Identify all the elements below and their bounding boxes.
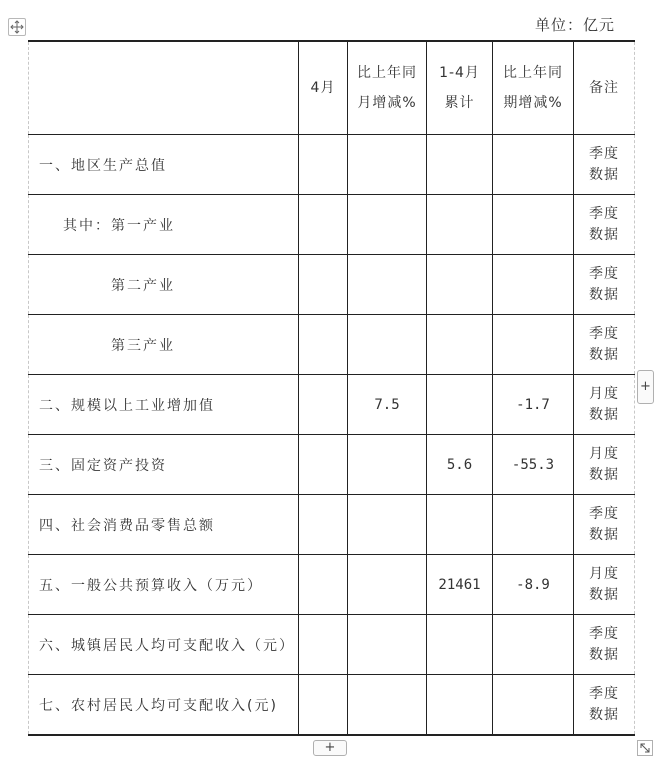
table-header-row — [29, 41, 635, 135]
cell-note[interactable]: 季度 数据 — [574, 495, 635, 555]
cell-yoy-month[interactable] — [348, 135, 427, 195]
cell-note[interactable]: 季度 数据 — [574, 255, 635, 315]
row-label[interactable]: 四、社会消费品零售总额 — [29, 495, 299, 555]
table-row — [29, 315, 635, 375]
header-note[interactable]: 备注 — [574, 41, 635, 135]
cell-note[interactable]: 季度 数据 — [574, 135, 635, 195]
cell-yoy-month[interactable] — [348, 435, 427, 495]
cell-yoy-period[interactable]: -1.7 — [493, 375, 574, 435]
cell-yoy-month[interactable]: 7.5 — [348, 375, 427, 435]
row-label[interactable]: 三、固定资产投资 — [29, 435, 299, 495]
cell-yoy-month[interactable] — [348, 255, 427, 315]
cell-yoy-period[interactable] — [493, 135, 574, 195]
statistics-table — [28, 40, 635, 736]
add-column-button[interactable]: + — [637, 370, 654, 404]
header-cumulative[interactable]: 1-4月 累计 — [427, 41, 493, 135]
cell-cumulative[interactable]: 21461 — [427, 555, 493, 615]
cell-cumulative[interactable] — [427, 135, 493, 195]
cell-april[interactable] — [299, 135, 348, 195]
cell-yoy-month[interactable] — [348, 195, 427, 255]
table-row — [29, 195, 635, 255]
cell-yoy-period[interactable] — [493, 315, 574, 375]
cell-yoy-period[interactable]: -55.3 — [493, 435, 574, 495]
cell-yoy-month[interactable] — [348, 555, 427, 615]
cell-cumulative[interactable] — [427, 375, 493, 435]
cell-yoy-month[interactable] — [348, 675, 427, 736]
cell-yoy-month[interactable] — [348, 615, 427, 675]
cell-april[interactable] — [299, 315, 348, 375]
table-row — [29, 555, 635, 615]
cell-yoy-month[interactable] — [348, 495, 427, 555]
table-row — [29, 375, 635, 435]
cell-yoy-period[interactable] — [493, 255, 574, 315]
cell-cumulative[interactable] — [427, 675, 493, 736]
move-arrows-icon — [9, 19, 25, 35]
row-label[interactable]: 六、城镇居民人均可支配收入（元） — [29, 615, 299, 675]
cell-april[interactable] — [299, 555, 348, 615]
cell-yoy-period[interactable] — [493, 495, 574, 555]
cell-april[interactable] — [299, 255, 348, 315]
cell-april[interactable] — [299, 195, 348, 255]
cell-cumulative[interactable] — [427, 195, 493, 255]
cell-cumulative[interactable] — [427, 315, 493, 375]
table-row — [29, 675, 635, 736]
cell-yoy-period[interactable]: -8.9 — [493, 555, 574, 615]
table-row — [29, 435, 635, 495]
cell-yoy-period[interactable] — [493, 675, 574, 736]
row-label[interactable]: 第二产业 — [29, 255, 299, 315]
cell-note[interactable]: 季度 数据 — [574, 675, 635, 736]
table-row — [29, 495, 635, 555]
cell-cumulative[interactable] — [427, 615, 493, 675]
row-label[interactable]: 二、规模以上工业增加值 — [29, 375, 299, 435]
cell-note[interactable]: 月度 数据 — [574, 435, 635, 495]
row-label[interactable]: 五、一般公共预算收入（万元） — [29, 555, 299, 615]
row-label[interactable]: 一、地区生产总值 — [29, 135, 299, 195]
resize-diagonal-icon — [638, 741, 652, 755]
cell-april[interactable] — [299, 675, 348, 736]
cell-note[interactable]: 季度 数据 — [574, 195, 635, 255]
cell-cumulative[interactable] — [427, 495, 493, 555]
cell-note[interactable]: 月度 数据 — [574, 555, 635, 615]
table-row — [29, 615, 635, 675]
cell-note[interactable]: 季度 数据 — [574, 615, 635, 675]
cell-note[interactable]: 季度 数据 — [574, 315, 635, 375]
add-row-button[interactable]: + — [313, 740, 347, 756]
cell-yoy-period[interactable] — [493, 195, 574, 255]
cell-april[interactable] — [299, 375, 348, 435]
header-yoy-month[interactable]: 比上年同 月增减% — [348, 41, 427, 135]
cell-yoy-period[interactable] — [493, 615, 574, 675]
cell-april[interactable] — [299, 615, 348, 675]
header-item[interactable] — [29, 41, 299, 135]
header-april[interactable]: 4月 — [299, 41, 348, 135]
row-label[interactable]: 其中：第一产业 — [29, 195, 299, 255]
header-yoy-period[interactable]: 比上年同 期增减% — [493, 41, 574, 135]
table-resize-handle[interactable] — [637, 740, 653, 756]
unit-label: 单位：亿元 — [535, 16, 616, 34]
cell-yoy-month[interactable] — [348, 315, 427, 375]
cell-note[interactable]: 月度 数据 — [574, 375, 635, 435]
table-move-handle[interactable] — [8, 18, 26, 36]
row-label[interactable]: 七、农村居民人均可支配收入(元) — [29, 675, 299, 736]
cell-cumulative[interactable]: 5.6 — [427, 435, 493, 495]
cell-cumulative[interactable] — [427, 255, 493, 315]
cell-april[interactable] — [299, 495, 348, 555]
cell-april[interactable] — [299, 435, 348, 495]
table-row — [29, 135, 635, 195]
row-label[interactable]: 第三产业 — [29, 315, 299, 375]
table-row — [29, 255, 635, 315]
